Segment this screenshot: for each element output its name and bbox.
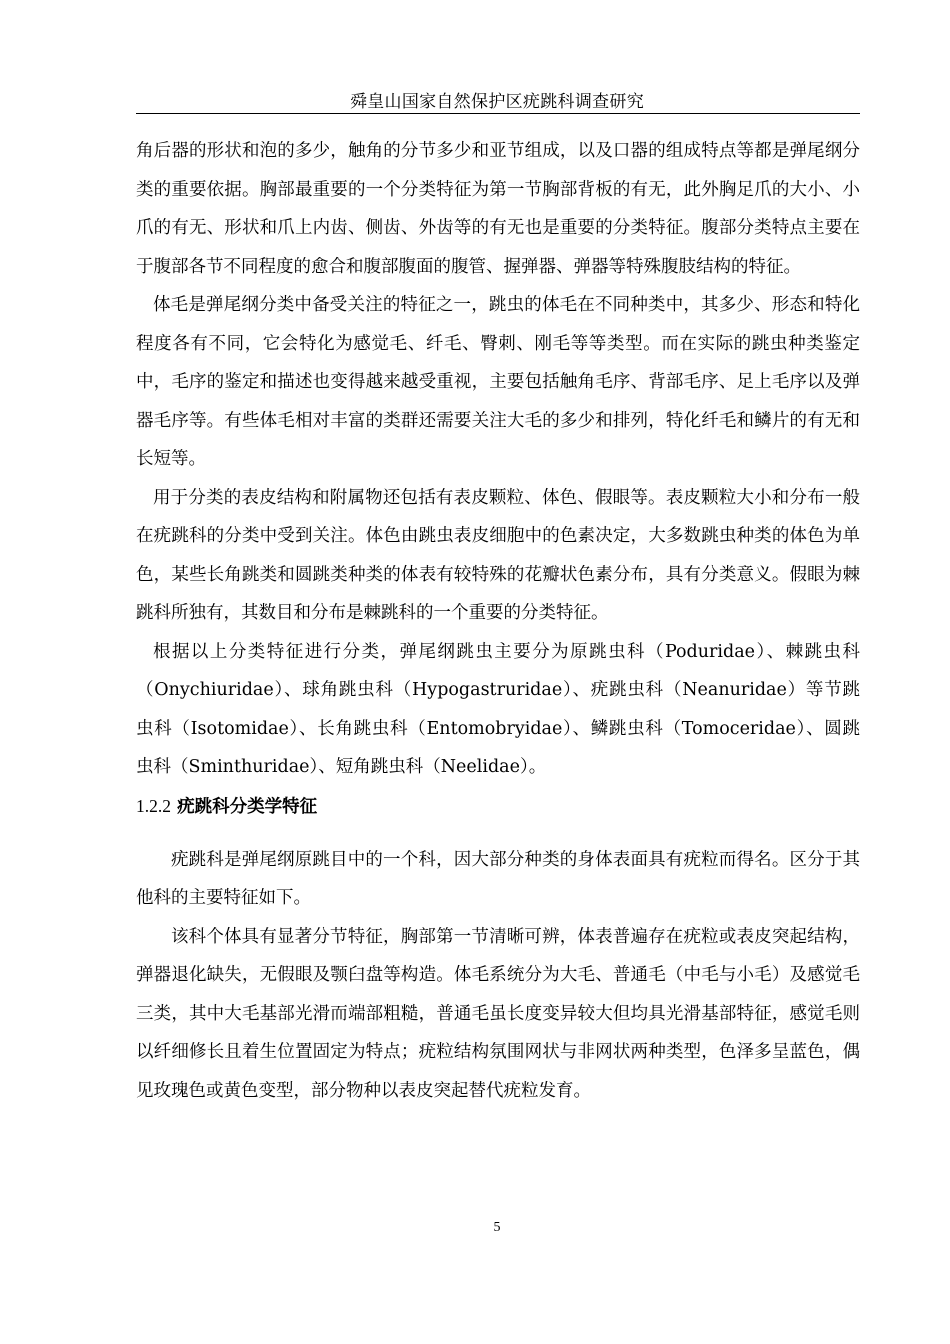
- paragraph-4: 根据以上分类特征进行分类，弹尾纲跳虫主要分为原跳虫科（Poduridae）、棘跳虫科（Onychiuridae）、球角跳虫科（Hypogastruridae）、疣跳虫科（Neanuridae）等节跳虫科（Isotomidae）、长角跳虫科（Entomobryidae）、鳞跳虫科（Tomoceridae）、圆跳虫科（Sminthuridae）、短角跳虫科（Neelidae）。: [136, 641, 860, 777]
- paragraph-2: 体毛是弹尾纲分类中备受关注的特征之一，跳虫的体毛在不同种类中，其多少、形态和特化程度各有不同，它会特化为感觉毛、纤毛、臀刺、刚毛等等类型。而在实际的跳虫种类鉴定中，毛序的鉴定和描述也变得越来越受重视，主要包括触角毛序、背部毛序、足上毛序以及弹器毛序等。有些体毛相对丰富的类群还需要关注大毛的多少和排列，特化纤毛和鳞片的有无和长短等。: [136, 295, 860, 469]
- running-header: 舜皇山国家自然保护区疣跳科调查研究: [349, 92, 645, 112]
- paragraph-6: 该科个体具有显著分节特征，胸部第一节清晰可辨，体表普遍存在疣粒或表皮突起结构，弹器退化缺失，无假眼及颚臼盘等构造。体毛系统分为大毛、普通毛（中毛与小毛）及感觉毛三类，其中大毛基部光滑而端部粗糙，普通毛虽长度变异较大但均具光滑基部特征，感觉毛则以纤细修长且着生位置固定为特点；疣粒结构氛围网状与非网状两种类型，色泽多呈蓝色，偶见玫瑰色或黄色变型，部分物种以表皮突起替代疣粒发育。: [136, 926, 860, 1101]
- body-text: [136, 132, 860, 1110]
- paragraph-5: 疣跳科是弹尾纲原跳目中的一个科，因大部分种类的身体表面具有疣粒而得名。区分于其他科的主要特征如下。: [136, 849, 860, 908]
- section-number: 1.2.2: [136, 795, 171, 816]
- section-heading: [136, 787, 860, 841]
- section-title: 疣跳科分类学特征: [177, 796, 318, 817]
- paragraph-1: 角后器的形状和泡的多少，触角的分节多少和亚节组成，以及口器的组成特点等都是弹尾纲分类的重要依据。胸部最重要的一个分类特征为第一节胸部背板的有无，此外胸足爪的大小、小爪的有无、形状和爪上内齿、侧齿、外齿等的有无也是重要的分类特征。腹部分类特点主要在于腹部各节不同程度的愈合和腹部腹面的腹管、握弹器、弹器等特殊腹肢结构的特征。: [136, 141, 860, 277]
- paragraph-3: 用于分类的表皮结构和附属物还包括有表皮颗粒、体色、假眼等。表皮颗粒大小和分布一般在疣跳科的分类中受到关注。体色由跳虫表皮细胞中的色素决定，大多数跳虫种类的体色为单色，某些长角跳类和圆跳类种类的体表有较特殊的花瓣状色素分布，具有分类意义。假眼为棘跳科所独有，其数目和分布是棘跳科的一个重要的分类特征。: [136, 487, 860, 623]
- page-number: 5: [493, 1220, 501, 1235]
- header-rule: [136, 113, 860, 114]
